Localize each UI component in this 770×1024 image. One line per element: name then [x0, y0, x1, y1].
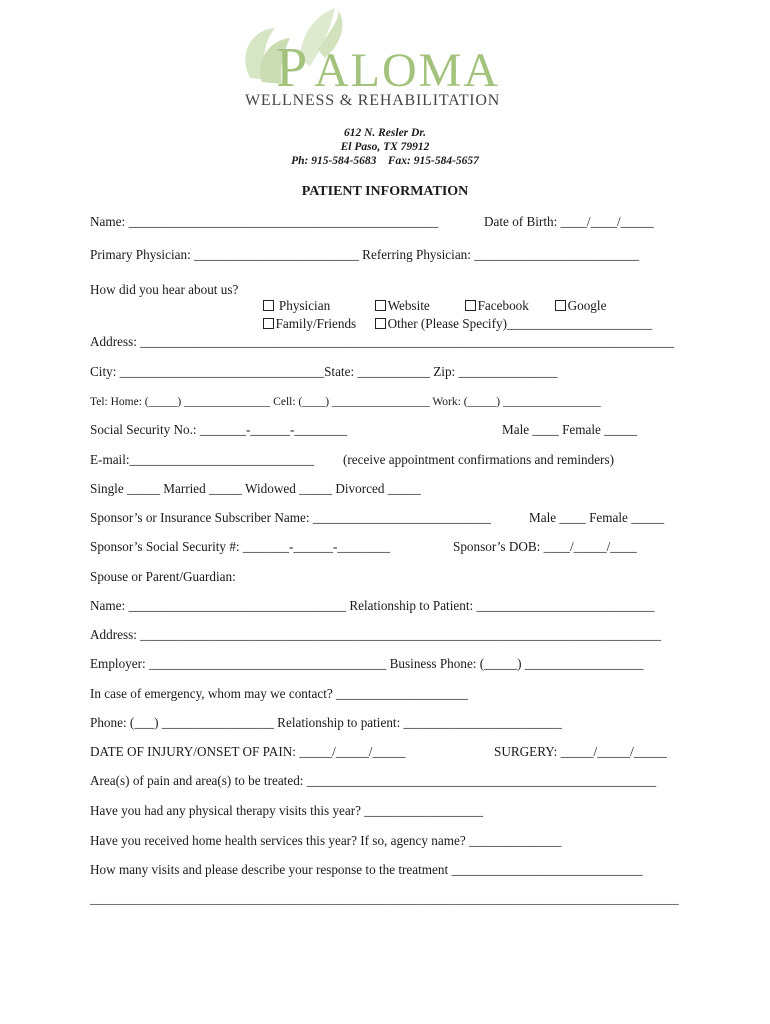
spouse-name-field[interactable]: Name: _________________________________ Relationship to Patient: ___________________________: [90, 598, 655, 613]
option-website-label: Website: [387, 298, 430, 313]
emergency-contact-field[interactable]: In case of emergency, whom may we contact? ____________________: [90, 686, 468, 701]
injury-date-field[interactable]: DATE OF INJURY/ONSET OF PAIN: _____/_____/_____: [90, 744, 406, 759]
address-line-2: El Paso, TX 79912: [340, 141, 430, 153]
sponsor-dob-field[interactable]: Sponsor’s DOB: ____/_____/____: [453, 539, 637, 554]
dob-field[interactable]: Date of Birth: ____/____/_____: [484, 214, 654, 229]
phone-fax: Ph: 915-584-5683 Fax: 915-584-5657: [291, 155, 479, 167]
spouse-heading: Spouse or Parent/Guardian:: [90, 569, 236, 584]
option-other-label: Other (Please Specify)______________________: [387, 316, 653, 331]
pt-visits-field[interactable]: Have you had any physical therapy visits this year? __________________: [90, 803, 483, 818]
sponsor-ssn-field[interactable]: Sponsor’s Social Security #: _______-______-________: [90, 539, 391, 554]
sponsor-name-field[interactable]: Sponsor’s or Insurance Subscriber Name: ___________________________: [90, 510, 491, 525]
form-title: PATIENT INFORMATION: [301, 184, 469, 199]
city-state-zip-field[interactable]: City: _______________________________State: ___________ Zip: _______________: [90, 364, 558, 379]
option-family[interactable]: [256, 300, 356, 332]
option-other[interactable]: [368, 300, 652, 332]
sex-field[interactable]: Male ____ Female _____: [502, 422, 638, 437]
address-line-1: 612 N. Resler Dr.: [343, 127, 427, 139]
emergency-phone-field[interactable]: Phone: (___) _________________ Relationship to patient: ________________________: [90, 715, 562, 730]
spouse-address-field[interactable]: Address: _______________________________________________________________________________: [90, 627, 662, 642]
paloma-logo: [0, 0, 770, 120]
marital-status-field[interactable]: Single _____ Married _____ Widowed _____ Divorced _____: [90, 481, 421, 496]
pain-area-field[interactable]: Area(s) of pain and area(s) to be treated: _____________________________________________________: [90, 773, 657, 788]
option-physician-label: Physician: [278, 298, 331, 313]
employer-field[interactable]: Employer: ____________________________________ Business Phone: (_____) __________________: [90, 656, 644, 671]
option-family-label: Family/Friends: [275, 316, 357, 331]
home-health-field[interactable]: Have you received home health services this year? If so, agency name? ______________: [90, 833, 562, 848]
other-checkbox[interactable]: [375, 318, 386, 329]
ssn-field[interactable]: Social Security No.: _______-______-________: [90, 422, 348, 437]
logo-aloma: ALOMA: [314, 44, 500, 97]
family-checkbox[interactable]: [263, 318, 274, 329]
description-continuation-line[interactable]: ____________________________________________________________________________________________: [90, 892, 679, 906]
logo-p: P: [276, 37, 309, 99]
address-field[interactable]: Address: _________________________________________________________________________________: [90, 334, 675, 349]
option-google-label: Google: [567, 298, 607, 313]
surgery-date-field[interactable]: SURGERY: _____/_____/_____: [494, 744, 667, 759]
email-note: (receive appointment confirmations and reminders): [343, 452, 614, 467]
name-field[interactable]: Name: _______________________________________________: [90, 214, 439, 229]
logo-subtitle: WELLNESS & REHABILITATION: [245, 92, 501, 109]
telephone-fields[interactable]: Tel: Home: (_____) _______________ Cell: (____) _________________ Work: (_____) _________________: [90, 396, 601, 408]
visits-description-field[interactable]: How many visits and please describe your response to the treatment _____________________________: [90, 862, 643, 877]
email-field[interactable]: E-mail:____________________________: [90, 452, 315, 467]
hear-label: How did you hear about us?: [90, 282, 239, 297]
option-facebook-label: Facebook: [477, 298, 529, 313]
sponsor-sex-field[interactable]: Male ____ Female _____: [529, 510, 665, 525]
physician-fields[interactable]: Primary Physician: _________________________ Referring Physician: _________________________: [90, 247, 640, 262]
